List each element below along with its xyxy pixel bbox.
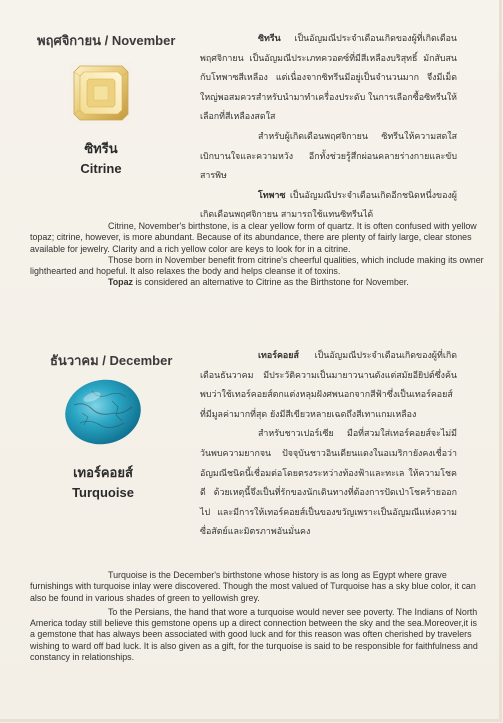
november-thai-text xyxy=(200,30,457,226)
december-english-paragraph xyxy=(30,570,484,604)
november-thai-paragraph-2: สำหรับผู้เกิดเดือนพฤศจิกายน ซิทรีนให้ความสดใส เบิกบานใจและความหวัง อีกทั้งช่วยรู้สึกผ่อนคลายร่างกายและขับสารพิษ xyxy=(200,131,457,182)
december-english-paragraph-1: Turquoise is the December's birthstone whose history is as long as Egypt where grave furnishings with turquoise inlay were discovered. Though the most valued of Turquoise has a sky blue color, it can also be found in various shades of green to yellowish grey. xyxy=(30,570,476,603)
november-english-paragraph xyxy=(30,277,484,288)
december-thai-paragraph xyxy=(200,347,457,425)
turquoise-name-english: Turquoise xyxy=(72,485,134,500)
citrine-thai-lead: ซิทรีน xyxy=(258,34,281,44)
november-english-paragraph xyxy=(30,221,484,255)
citrine-name-english: Citrine xyxy=(80,161,122,176)
november-thai-paragraph-3: เป็นอัญมณีประจำเดือนเกิดอีกชนิดหนึ่งของผู้เกิดเดือนพฤศจิกายน สามารถใช้แทนซิทรีนได้ xyxy=(200,190,457,221)
topaz-thai-lead: โทพาซ xyxy=(258,190,286,201)
november-english-paragraph-2: Those born in November benefit from citrine's cheerful qualities, which include making its owner lighthearted and hopeful. It also relaxes the body and helps cleanse it of toxins. xyxy=(30,254,484,277)
december-english-paragraph-2: To the Persians, the hand that wore a turquoise would never see poverty. The Indians of North America today still believe this gemstone opens up a direct connection between the sky and the sea.Moreover,it is a gemstone that has always been associated with good luck and for this reason was often cherished by travelers wishing to ward off bad luck. It is also given as a gift, for the turquoise is said to be responsible for faithfulness and constancy in relationships. xyxy=(30,606,478,663)
november-thai-paragraph xyxy=(200,30,457,128)
turquoise-name-thai: เทอร์คอยส์ xyxy=(73,465,133,480)
november-english-text xyxy=(30,221,484,289)
november-thai-paragraph-1: เป็นอัญมณีประจำเดือนเกิดของผู้ที่เกิดเดือนพฤศจิกายน เป็นอัญมณีประเภทควอตซ์ที่มีสีเหลืองบริสุทธิ์ มักสับสนกับโทพาซสีเหลือง แต่เนื่องจากซิทรีนมีอยู่เป็นจำนวนมาก จึงมีเม็ดใหญ่พอสมควรสำหรับนำมาทำเครื่องประดับ ในการเลือกซื้อซิทรีนให้เลือกที่สีเหลืองสดใส xyxy=(200,34,457,123)
november-thai-paragraph xyxy=(200,128,457,187)
turquoise-thai-lead: เทอร์คอยส์ xyxy=(258,351,299,361)
turquoise-image xyxy=(62,375,144,447)
december-month-label: ธันวาคม / December xyxy=(50,353,173,368)
november-english-paragraph-1: Citrine, November's birthstone, is a clear yellow form of quartz. It is often confused with yellow topaz; citrine, however, is more abundant. Because of its abundance, there are plenty of fairly large, clear stones available for jewelry. Clarity and a rich yellow color are keys to look for in a citrine. xyxy=(30,221,477,254)
december-thai-paragraph-1: เป็นอัญมณีประจำเดือนเกิดของผู้ที่เกิดเดือนธันวาคม มีประวัติความเป็นมายาวนานดังแต่สมัยอียิปต์ซึ่งค้นพบว่าใช้เทอร์คอยส์ตกแต่งหลุมฝังศพนอกจากสีฟ้าซึ่งเป็นเทอร์คอยส์ที่มีมูลค่ามากที่สุด ยังมีสีเขียวหลายเฉดถึงสีเทาแกมเหลือง xyxy=(200,351,457,420)
november-month-label: พฤศจิกายน / November xyxy=(37,33,176,48)
december-thai-paragraph xyxy=(200,425,457,543)
november-english-paragraph-3: is considered an alternative to Citrine as the Birthstone for November. xyxy=(132,277,409,288)
december-thai-paragraph-2: สำหรับชาวเปอร์เซีย มือที่สวมใส่เทอร์คอยส์จะไม่มีวันพบความยากจน ปัจจุบันชาวอินเดียนแดงในอเมริกายังคงเชื่อว่าอัญมณีชนิดนี้เชื่อมต่อโดยตรงระหว่างท้องฟ้าและทะเล ให้ความโชคดี ด้วยเหตุนี้จึงเป็นที่รักของนักเดินทางที่ต้องการปัดเป่าโชคร้ายออกไป และมีการให้เทอร์คอยส์เป็นของขวัญเพราะเป็นอัญมณีแห่งความซื่อสัตย์และมิตรภาพอันมั่นคง xyxy=(200,429,457,538)
topaz-english-lead: Topaz xyxy=(108,277,133,288)
december-english-text xyxy=(30,570,484,663)
citrine-image xyxy=(70,62,132,124)
november-english-paragraph xyxy=(30,255,484,278)
citrine-name-thai: ซิทรีน xyxy=(84,141,118,156)
december-english-paragraph xyxy=(30,607,484,663)
december-thai-text xyxy=(200,347,457,543)
